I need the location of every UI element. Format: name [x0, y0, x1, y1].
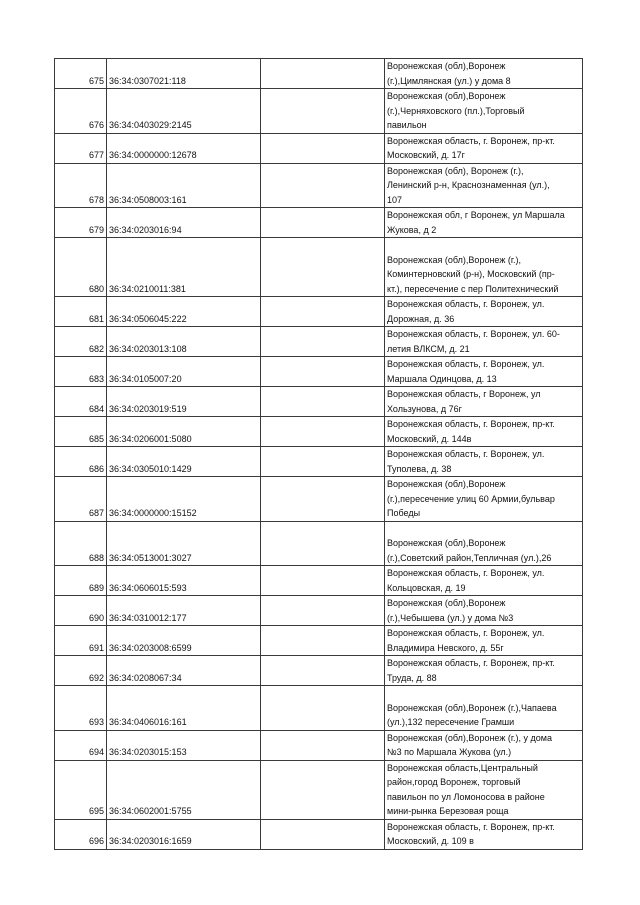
- cadastral-number-cell: 36:34:0305010:1429: [107, 447, 261, 477]
- address-line: Московский, д. 144в: [387, 433, 472, 444]
- address-cell: [385, 297, 583, 327]
- table-row: [55, 477, 583, 522]
- empty-cell: [261, 760, 385, 819]
- address-cell: [385, 819, 583, 849]
- address-line: район,город Воронеж, торговый: [387, 777, 521, 787]
- address-line: Воронежская область, г. Воронеж, пр-кт.: [387, 135, 555, 146]
- address-line: Воронежская (обл),Воронеж: [387, 538, 506, 548]
- address-line: Хользунова, д 76г: [387, 403, 462, 414]
- table-row: [55, 626, 583, 656]
- table-row: [55, 89, 583, 134]
- row-number-cell: 687: [55, 477, 107, 522]
- row-number-cell: 688: [55, 521, 107, 566]
- cadastral-number-cell: 36:34:0203016:94: [107, 208, 261, 238]
- address-line: Жукова, д 2: [387, 224, 437, 235]
- cadastral-number-cell: 36:34:0206001:5080: [107, 417, 261, 447]
- address-line: Воронежская область, г. Воронеж, пр-кт.: [387, 658, 555, 668]
- row-number-cell: 689: [55, 566, 107, 596]
- row-number-cell: 681: [55, 297, 107, 327]
- address-cell: [385, 477, 583, 522]
- address-cell: [385, 760, 583, 819]
- address-line: (г.),Цимлянская (ул.) у дома 8: [387, 75, 511, 86]
- empty-cell: [261, 297, 385, 327]
- address-line: 107: [387, 194, 403, 205]
- address-line: летия ВЛКСМ, д. 21: [387, 343, 470, 354]
- address-cell: [385, 89, 583, 134]
- row-number-cell: 678: [55, 163, 107, 208]
- address-line: Воронежская (обл),Воронеж (г.), у дома: [387, 732, 552, 743]
- cadastral-number-cell: 36:34:0307021:118: [107, 59, 261, 89]
- address-line: Коминтерновский (р-н), Московский (пр-: [387, 269, 555, 279]
- address-line: (ул.),132 пересечение Грамши: [387, 717, 515, 727]
- address-cell: [385, 208, 583, 238]
- empty-cell: [261, 387, 385, 417]
- address-line: (г.),пересечение улиц 60 Армии,бульвар: [387, 493, 555, 504]
- address-line: Воронежская область, г. Воронеж, ул.: [387, 449, 545, 459]
- empty-cell: [261, 59, 385, 89]
- empty-cell: [261, 566, 385, 596]
- address-line: Воронежская (обл),Воронеж: [387, 479, 506, 489]
- address-line: мини-рынка Березовая роща: [387, 806, 509, 816]
- address-line: Воронежская область, г. Воронеж, ул. 60-: [387, 329, 560, 339]
- row-number-cell: 692: [55, 656, 107, 686]
- table-row: [55, 163, 583, 208]
- address-line: Ленинский р-н, Краснознаменная (ул.),: [387, 180, 550, 190]
- table-row: [55, 59, 583, 89]
- cadastral-number-cell: 36:34:0000000:12678: [107, 133, 261, 163]
- address-line: Воронежская область, г. Воронеж, ул.: [387, 359, 545, 369]
- cadastral-number-cell: 36:34:0105007:20: [107, 357, 261, 387]
- address-line: [387, 238, 580, 253]
- cadastral-number-cell: 36:34:0203015:153: [107, 730, 261, 760]
- address-line: Воронежская (обл),Воронеж (г.),Чапаева: [387, 702, 557, 713]
- row-number-cell: 691: [55, 626, 107, 656]
- row-number-cell: 685: [55, 417, 107, 447]
- address-cell: [385, 686, 583, 731]
- row-number-cell: 675: [55, 59, 107, 89]
- address-cell: [385, 238, 583, 297]
- empty-cell: [261, 417, 385, 447]
- address-line: (г.),Черняховского (пл.),Торговый: [387, 105, 525, 116]
- table-row: [55, 447, 583, 477]
- row-number-cell: 684: [55, 387, 107, 417]
- table-row: [55, 730, 583, 760]
- address-line: Воронежская (обл), Воронеж (г.),: [387, 165, 524, 176]
- address-line: Воронежская (обл),Воронеж: [387, 598, 506, 608]
- row-number-cell: 682: [55, 327, 107, 357]
- table-row: [55, 327, 583, 357]
- cadastral-number-cell: 36:34:0203019:519: [107, 387, 261, 417]
- row-number-cell: 676: [55, 89, 107, 134]
- cadastral-number-cell: 36:34:0406016:161: [107, 686, 261, 731]
- address-line: Воронежская область, г. Воронеж, ул.: [387, 568, 545, 578]
- address-cell: [385, 387, 583, 417]
- address-line: Воронежская (обл),Воронеж: [387, 61, 506, 71]
- cadastral-number-cell: 36:34:0310012:177: [107, 596, 261, 626]
- empty-cell: [261, 521, 385, 566]
- registry-table: [54, 58, 583, 850]
- table-row: [55, 387, 583, 417]
- address-cell: [385, 163, 583, 208]
- empty-cell: [261, 327, 385, 357]
- registry-table-body: [55, 59, 583, 850]
- table-row: [55, 566, 583, 596]
- empty-cell: [261, 133, 385, 163]
- empty-cell: [261, 238, 385, 297]
- table-row: [55, 686, 583, 731]
- address-line: Воронежская область, г. Воронеж, ул.: [387, 299, 545, 309]
- address-cell: [385, 357, 583, 387]
- address-cell: [385, 521, 583, 566]
- address-line: Маршала Одинцова, д. 13: [387, 373, 497, 384]
- address-cell: [385, 133, 583, 163]
- cadastral-number-cell: 36:34:0403029:2145: [107, 89, 261, 134]
- address-line: (г.),Чебышева (ул.) у дома №3: [387, 612, 514, 623]
- table-row: [55, 357, 583, 387]
- address-line: Кольцовская, д. 19: [387, 582, 466, 593]
- cadastral-number-cell: 36:34:0203013:108: [107, 327, 261, 357]
- empty-cell: [261, 656, 385, 686]
- empty-cell: [261, 447, 385, 477]
- address-line: Московский, д. 17г: [387, 150, 465, 160]
- cadastral-number-cell: 36:34:0210011:381: [107, 238, 261, 297]
- empty-cell: [261, 686, 385, 731]
- address-line: Воронежская область, г Воронеж, ул: [387, 389, 541, 399]
- empty-cell: [261, 730, 385, 760]
- table-row: [55, 760, 583, 819]
- table-row: [55, 133, 583, 163]
- table-row: [55, 417, 583, 447]
- row-number-cell: 683: [55, 357, 107, 387]
- address-line: Московский, д. 109 в: [387, 836, 474, 846]
- row-number-cell: 695: [55, 760, 107, 819]
- address-cell: [385, 730, 583, 760]
- row-number-cell: 680: [55, 238, 107, 297]
- address-cell: [385, 656, 583, 686]
- row-number-cell: 693: [55, 686, 107, 731]
- row-number-cell: 696: [55, 819, 107, 849]
- table-row: [55, 238, 583, 297]
- table-row: [55, 521, 583, 566]
- row-number-cell: 679: [55, 208, 107, 238]
- empty-cell: [261, 596, 385, 626]
- empty-cell: [261, 477, 385, 522]
- row-number-cell: 690: [55, 596, 107, 626]
- address-line: Воронежская (обл),Воронеж: [387, 91, 506, 101]
- address-line: Воронежская область, г. Воронеж, ул.: [387, 628, 545, 638]
- address-line: Победы: [387, 508, 421, 518]
- address-line: №3 по Маршала Жукова (ул.): [387, 747, 512, 757]
- table-row: [55, 297, 583, 327]
- address-line: [387, 522, 580, 537]
- empty-cell: [261, 89, 385, 134]
- cadastral-number-cell: 36:34:0000000:15152: [107, 477, 261, 522]
- cadastral-number-cell: 36:34:0513001:3027: [107, 521, 261, 566]
- cadastral-number-cell: 36:34:0506045:222: [107, 297, 261, 327]
- cadastral-number-cell: 36:34:0602001:5755: [107, 760, 261, 819]
- address-line: Владимира Невского, д. 55г: [387, 642, 504, 653]
- address-line: Воронежская обл, г Воронеж, ул Маршала: [387, 210, 565, 220]
- table-row: [55, 819, 583, 849]
- empty-cell: [261, 626, 385, 656]
- address-line: Туполева, д. 38: [387, 463, 452, 474]
- row-number-cell: 694: [55, 730, 107, 760]
- address-line: [387, 686, 580, 701]
- table-row: [55, 208, 583, 238]
- empty-cell: [261, 163, 385, 208]
- table-row: [55, 656, 583, 686]
- address-line: павильон: [387, 120, 427, 130]
- cadastral-number-cell: 36:34:0508003:161: [107, 163, 261, 208]
- row-number-cell: 677: [55, 133, 107, 163]
- cadastral-number-cell: 36:34:0606015:593: [107, 566, 261, 596]
- address-cell: [385, 327, 583, 357]
- cadastral-number-cell: 36:34:0208067:34: [107, 656, 261, 686]
- address-line: Труда, д. 88: [387, 672, 437, 683]
- cadastral-number-cell: 36:34:0203008:6599: [107, 626, 261, 656]
- address-cell: [385, 626, 583, 656]
- empty-cell: [261, 357, 385, 387]
- row-number-cell: 686: [55, 447, 107, 477]
- address-line: Воронежская область, г. Воронеж, пр-кт.: [387, 821, 555, 832]
- address-cell: [385, 596, 583, 626]
- empty-cell: [261, 819, 385, 849]
- empty-cell: [261, 208, 385, 238]
- address-cell: [385, 447, 583, 477]
- address-line: павильон по ул Ломоносова в районе: [387, 791, 545, 802]
- address-line: Воронежская область,Центральный: [387, 762, 538, 773]
- address-line: Дорожная, д. 36: [387, 313, 455, 324]
- address-line: Воронежская область, г. Воронеж, пр-кт.: [387, 419, 555, 429]
- cadastral-number-cell: 36:34:0203016:1659: [107, 819, 261, 849]
- address-cell: [385, 417, 583, 447]
- address-cell: [385, 59, 583, 89]
- address-line: (г.),Советский район,Тепличная (ул.),26: [387, 552, 552, 563]
- table-row: [55, 596, 583, 626]
- address-line: кт.), пересечение с пер Политехнический: [387, 283, 559, 294]
- address-cell: [385, 566, 583, 596]
- address-line: Воронежская (обл),Воронеж (г.),: [387, 254, 522, 265]
